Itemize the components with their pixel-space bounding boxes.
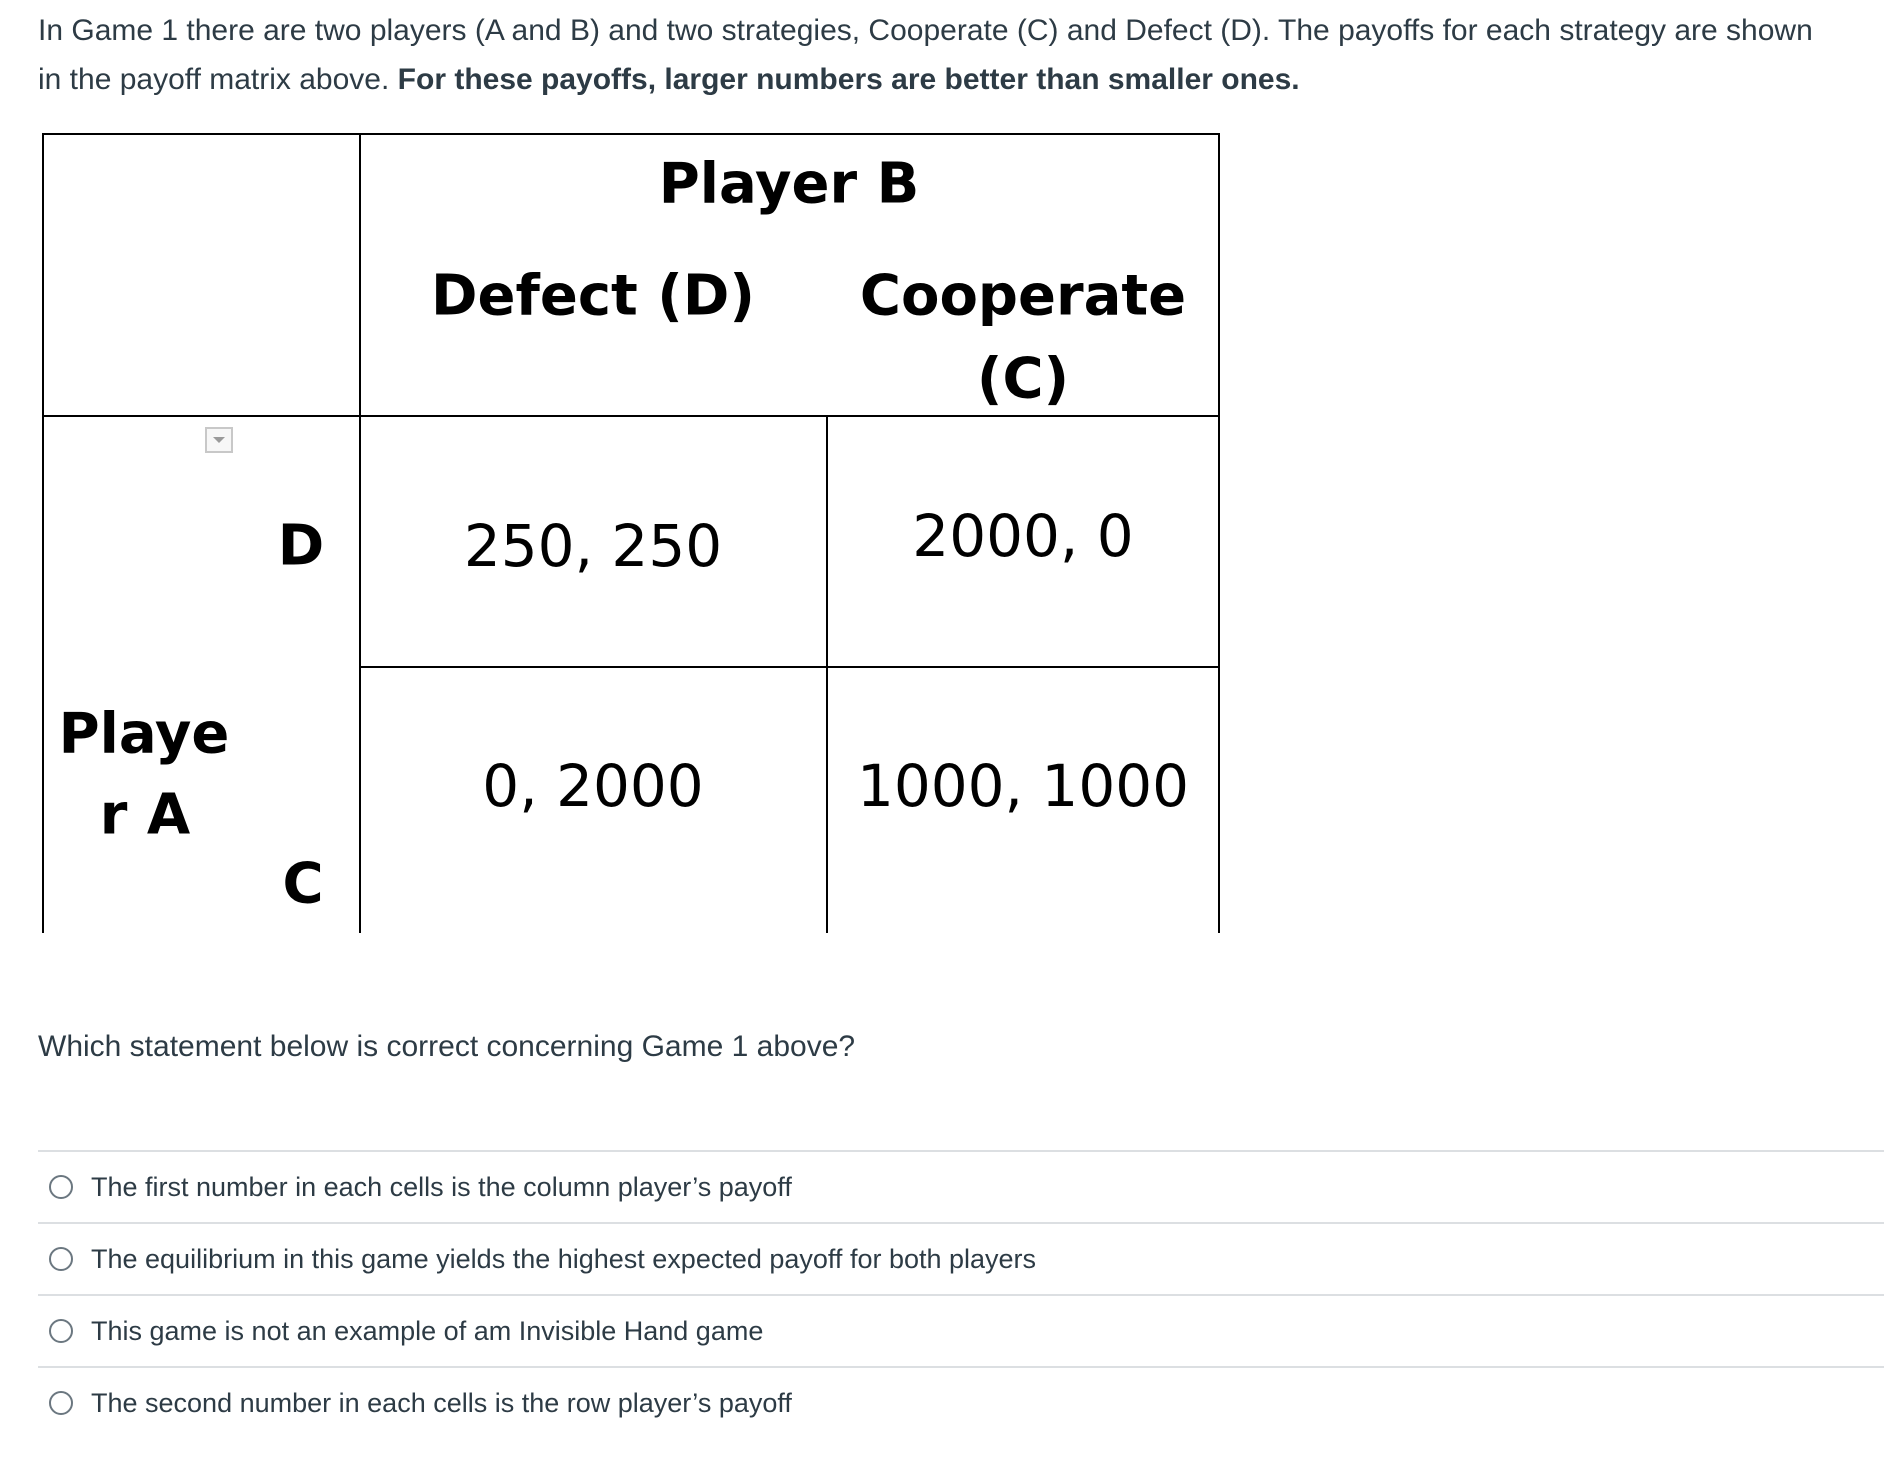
intro-bold-text: For these payoffs, larger numbers are better than smaller ones. (397, 63, 1300, 96)
column-cooperate-label: Cooperate (859, 263, 1187, 329)
answer-option[interactable] (38, 1222, 1884, 1294)
payoff-defect-defect: 250, 250 (463, 512, 723, 580)
matrix-label-divider (359, 133, 361, 933)
row-defect-label: D (277, 513, 325, 579)
radio-button[interactable] (49, 1247, 73, 1271)
column-cooperate-abbrev: (C) (976, 346, 1070, 412)
payoff-cooperate-cooperate: 1000, 1000 (856, 752, 1190, 820)
matrix-top-border (42, 133, 1220, 135)
answer-label: The second number in each cells is the row player’s payoff (91, 1387, 792, 1418)
matrix-right-border (1218, 133, 1220, 933)
answer-label: This game is not an example of am Invisible Hand game (91, 1315, 764, 1346)
column-defect-label: Defect (D) (431, 263, 755, 329)
player-a-label-line2: r A (99, 782, 191, 848)
answer-label: The first number in each cells is the column player’s payoff (91, 1171, 792, 1202)
answer-list (38, 1150, 1884, 1438)
payoff-cooperate-defect: 0, 2000 (482, 752, 704, 820)
matrix-header-divider (42, 415, 1220, 417)
question-text: Which statement below is correct concerning Game 1 above? (38, 1030, 856, 1063)
answer-option[interactable] (38, 1294, 1884, 1366)
player-b-label: Player B (658, 151, 920, 217)
row-cooperate-label: C (282, 851, 324, 917)
answer-option[interactable] (38, 1150, 1884, 1222)
answer-label: The equilibrium in this game yields the highest expected payoff for both players (91, 1243, 1037, 1274)
matrix-row-divider (359, 666, 1220, 668)
answer-option[interactable] (38, 1366, 1884, 1438)
matrix-left-border (42, 133, 44, 933)
matrix-column-divider (826, 415, 828, 933)
radio-button[interactable] (49, 1175, 73, 1199)
player-a-label-line1: Playe (58, 701, 230, 767)
payoff-matrix (42, 133, 1220, 933)
intro-text: In Game 1 there are two players (A and B) and two strategies, Cooperate (C) and Defect (D). The payoffs for each strategy are shown in the payoff matrix above. (38, 14, 1813, 96)
payoff-defect-cooperate: 2000, 0 (912, 502, 1134, 570)
radio-button[interactable] (49, 1319, 73, 1343)
dropdown-arrow-icon (205, 427, 233, 453)
intro-paragraph (38, 6, 1838, 104)
radio-button[interactable] (49, 1391, 73, 1415)
